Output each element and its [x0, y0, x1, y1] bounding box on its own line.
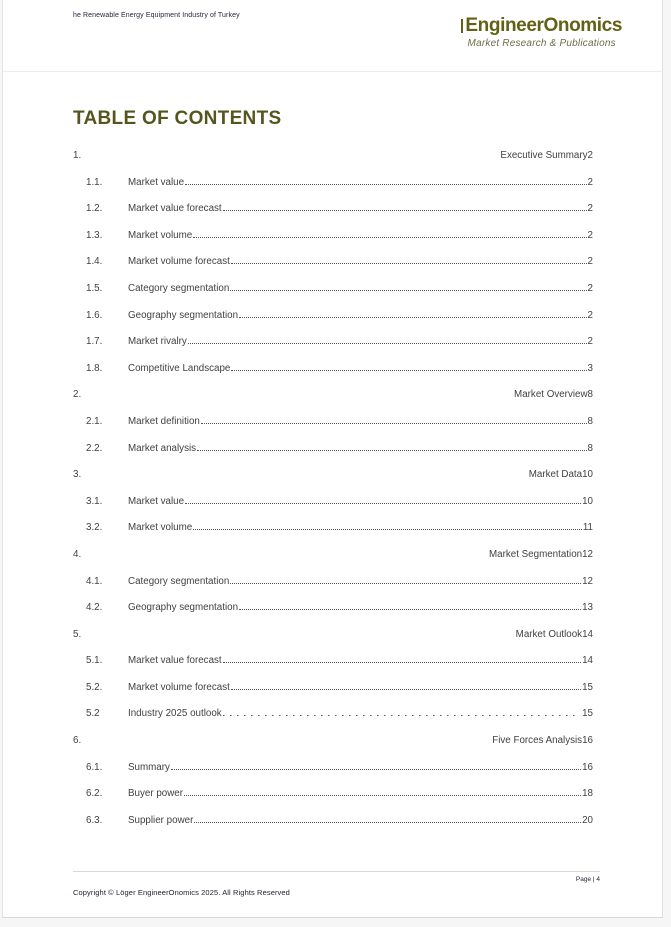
toc-entry-title: Market Outlook [515, 628, 583, 640]
toc-entry-number: 3.2. [86, 522, 103, 534]
document-title: he Renewable Energy Equipment Industry of Turkey [73, 12, 240, 19]
toc-entry-page: 2 [587, 176, 593, 188]
toc-dot-leader [193, 529, 582, 530]
toc-entry-page: 16 [582, 735, 593, 747]
toc-entry[interactable] [73, 329, 593, 356]
toc-entry[interactable] [73, 382, 593, 409]
publisher-logo [461, 16, 622, 49]
toc-entry-number: 3.1. [86, 495, 103, 507]
toc-entry-title: Industry 2025 outlook [128, 708, 222, 720]
toc-entry-number: 1.5. [86, 282, 103, 294]
toc-entry-title: Market volume forecast [128, 681, 230, 693]
toc-entry-page: 8 [587, 415, 593, 427]
toc-dot-leader [188, 343, 587, 344]
toc-entry-page: 15 [582, 708, 593, 720]
toc-entry-title: Market volume [128, 522, 193, 534]
toc-entry-number: 1.6. [86, 309, 103, 321]
toc-entry[interactable] [73, 648, 593, 675]
toc-entry-page: 14 [582, 655, 593, 667]
toc-entry-number: 4.2. [86, 602, 103, 614]
toc-entry-page: 20 [582, 814, 593, 826]
toc-dot-leader [185, 503, 581, 504]
toc-dot-leader [231, 370, 586, 371]
toc-entry-page: 13 [582, 602, 593, 614]
toc-entry-title: Summary [128, 761, 170, 773]
toc-entry-number: 5.2. [86, 681, 103, 693]
toc-entry-title: Market value [128, 495, 185, 507]
toc-entry-page: 12 [582, 548, 593, 560]
toc-entry-number: 4. [73, 548, 82, 560]
toc-dot-leader [231, 263, 587, 264]
toc-entry-number: 5.1. [86, 655, 103, 667]
toc-entry-title: Competitive Landscape [128, 362, 231, 374]
toc-entry-title: Supplier power [128, 814, 194, 826]
toc-dot-leader [223, 715, 577, 716]
toc-dot-leader [201, 423, 587, 424]
toc-entry-page: 2 [587, 282, 593, 294]
toc-dot-leader [230, 290, 586, 291]
toc-dot-leader [239, 317, 587, 318]
toc-dot-leader [184, 795, 581, 796]
toc-entry-number: 3. [73, 469, 82, 481]
toc-dot-leader [223, 662, 581, 663]
logo-bar-icon [461, 19, 463, 33]
toc-entry-title: Category segmentation [128, 575, 230, 587]
toc-entry-number: 2. [73, 389, 82, 401]
toc-entry-page: 14 [582, 628, 593, 640]
toc-entry[interactable] [73, 436, 593, 463]
toc-entry[interactable] [73, 196, 593, 223]
toc-entry-title: Geography segmentation [128, 602, 239, 614]
toc-entry-page: 16 [582, 761, 593, 773]
toc-entry-title: Market definition [128, 415, 200, 427]
toc-entry[interactable] [73, 249, 593, 276]
toc-dot-leader [194, 822, 581, 823]
toc-entry-number: 1. [73, 150, 82, 161]
toc-entry-title: Market volume forecast [128, 256, 230, 268]
toc-entry-number: 2.1. [86, 415, 103, 427]
toc-entry-title: Market Segmentation [488, 548, 583, 560]
toc-entry-number: 1.7. [86, 336, 103, 348]
toc-entry[interactable] [73, 409, 593, 436]
toc-entry-number: 6.1. [86, 761, 103, 773]
toc-entry[interactable] [73, 622, 593, 649]
toc-entry-number: 6. [73, 735, 82, 747]
toc-entry[interactable] [73, 675, 593, 702]
toc-entry-page: 2 [587, 336, 593, 348]
toc-dot-leader [239, 609, 581, 610]
toc-entry[interactable] [73, 356, 593, 383]
toc-entry-page: 18 [582, 788, 593, 800]
toc-entry-number: 2.2. [86, 442, 103, 454]
toc-entry-page: 10 [582, 495, 593, 507]
toc-entry-title: Market analysis [128, 442, 197, 454]
toc-dot-leader [197, 450, 586, 451]
toc-entry[interactable] [73, 542, 593, 569]
toc-entry-page: 8 [587, 389, 593, 401]
toc-entry-page: 2 [587, 150, 593, 161]
toc-entry[interactable] [73, 595, 593, 622]
toc-entry-page: 15 [582, 681, 593, 693]
toc-dot-leader [185, 184, 586, 185]
toc-dot-leader [171, 769, 581, 770]
toc-entry-number: 1.1. [86, 176, 103, 188]
toc-entry[interactable] [73, 170, 593, 197]
toc-heading: TABLE OF CONTENTS [73, 108, 282, 129]
logo-name: EngineerOnomics [465, 15, 622, 36]
toc-entry[interactable] [73, 515, 593, 542]
toc-entry-page: 3 [587, 362, 593, 374]
page-footer [73, 871, 600, 897]
toc-entry[interactable] [73, 728, 593, 755]
toc-entry-page: 2 [587, 309, 593, 321]
toc-entry[interactable] [73, 143, 593, 170]
toc-entry-title: Category segmentation [128, 282, 230, 294]
toc-entry-title: Market value forecast [128, 203, 222, 215]
toc-entry[interactable] [73, 462, 593, 489]
toc-entry-number: 1.4. [86, 256, 103, 268]
toc-dot-leader [223, 210, 587, 211]
page-content [3, 106, 662, 834]
toc-dot-leader [231, 689, 581, 690]
toc-entry-number: 1.8. [86, 362, 103, 374]
toc-entry[interactable] [73, 781, 593, 808]
toc-entry[interactable] [73, 808, 593, 835]
toc-entry-number: 6.2. [86, 788, 103, 800]
toc-entry-title: Market Overview [514, 389, 588, 401]
toc-entry-page: 12 [582, 575, 593, 587]
toc-entry-number: 1.3. [86, 229, 103, 241]
toc-entry[interactable] [73, 223, 593, 250]
toc-entry-page: 10 [582, 469, 593, 481]
toc-entry-page: 2 [587, 229, 593, 241]
logo-tagline: Market Research & Publications [467, 38, 616, 49]
toc-dot-leader [230, 583, 581, 584]
toc-entry-title: Market rivalry [128, 336, 187, 348]
page-header [3, 0, 662, 72]
toc-entry-title: Market value [128, 176, 185, 188]
toc-entry-title: Market Data [528, 469, 583, 481]
toc-entry-page: 11 [582, 522, 593, 534]
toc-dot-leader [193, 237, 586, 238]
toc-entry-page: 2 [587, 256, 593, 268]
toc-entry-title: Geography segmentation [128, 309, 239, 321]
toc-entry-number: 5. [73, 628, 82, 640]
toc-entry[interactable] [73, 303, 593, 330]
toc-entry[interactable] [73, 569, 593, 596]
toc-entry-title: Five Forces Analysis [492, 735, 583, 747]
toc-entry-number: 1.2. [86, 203, 103, 215]
page-number-label: Page | 4 [575, 876, 600, 883]
toc-entry[interactable] [73, 276, 593, 303]
toc-entry-number: 6.3. [86, 814, 103, 826]
document-page [2, 0, 663, 918]
toc-entry-title: Market value forecast [128, 655, 222, 667]
toc-entry-title: Buyer power [128, 788, 183, 800]
toc-entry-number: 4.1. [86, 575, 103, 587]
toc-list [73, 143, 593, 834]
toc-entry[interactable] [73, 489, 593, 516]
toc-entry[interactable] [73, 701, 593, 728]
toc-entry-title: Executive Summary [500, 150, 588, 161]
toc-entry-title: Market volume [128, 229, 193, 241]
toc-entry-page: 2 [587, 203, 593, 215]
toc-entry-page: 8 [587, 442, 593, 454]
toc-entry-number: 5.2 [86, 708, 100, 720]
copyright-notice: Copyright © Löger EngineerOnomics 2025. All Rights Reserved [73, 888, 290, 897]
toc-entry[interactable] [73, 755, 593, 782]
